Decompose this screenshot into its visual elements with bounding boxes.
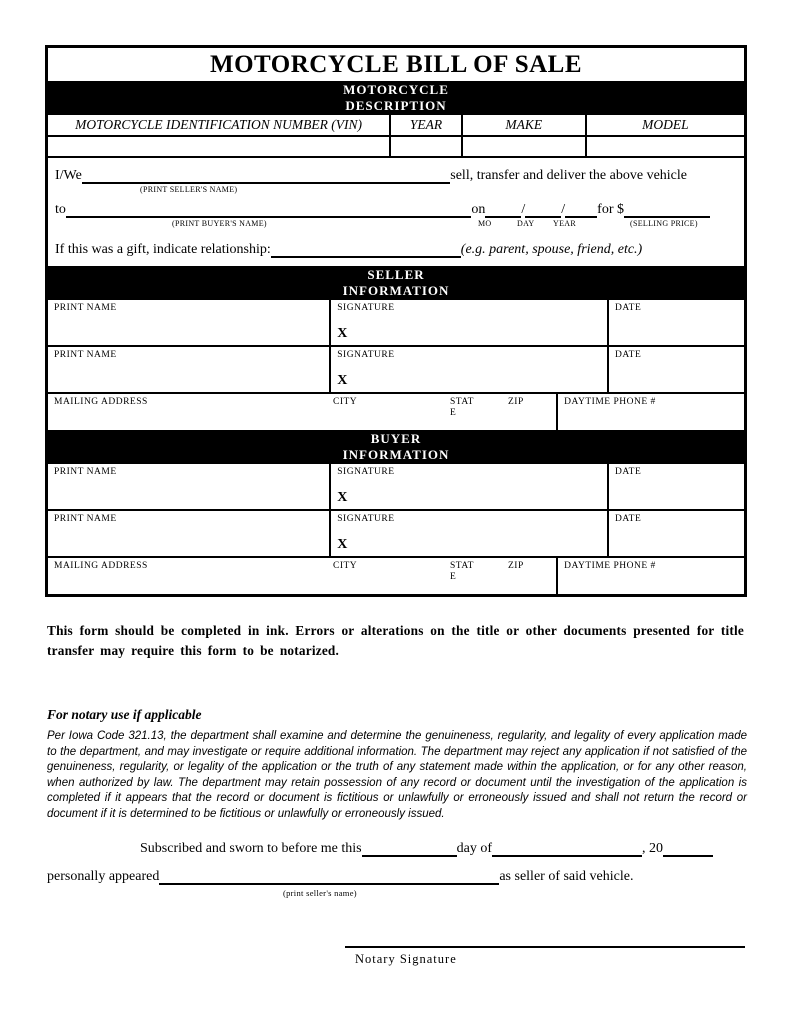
motorcycle-description-header	[48, 81, 744, 115]
sale-year-blank[interactable]	[565, 201, 597, 218]
gift-relationship-label: If this was a gift, indicate relationship:	[55, 242, 271, 257]
day-sublabel: DAY	[517, 219, 535, 228]
notary-use-heading: For notary use if applicable	[47, 707, 202, 722]
sworn-day-blank[interactable]	[362, 840, 457, 857]
motorcycle-description-header-line2: DESCRIPTION	[345, 98, 447, 113]
ink-notice-text: This form should be completed in ink. Errors or alterations on the title or other documents presented for title transfer may require this form to be notarized.	[47, 623, 744, 658]
seller-address-row	[48, 394, 744, 430]
seller-phone-cell[interactable]	[558, 394, 744, 430]
sale-statement-line2	[55, 201, 710, 218]
year-sublabel: YEAR	[553, 219, 576, 228]
date-label: DATE	[614, 350, 642, 360]
buyer-print-name-cell[interactable]	[48, 511, 331, 556]
as-seller-text: as seller of said vehicle.	[499, 869, 634, 884]
print-name-label: PRINT NAME	[54, 514, 117, 524]
form-title: MOTORCYCLE BILL OF SALE	[210, 50, 582, 78]
signature-label: SIGNATURE	[337, 303, 395, 313]
state-label: STATE	[450, 397, 474, 418]
seller-information-header	[48, 266, 744, 300]
seller-row-1	[48, 300, 744, 347]
print-seller-name-sublabel: (PRINT SELLER'S NAME)	[140, 185, 238, 194]
notary-signature-line[interactable]	[345, 946, 745, 967]
sell-transfer-text: sell, transfer and deliver the above vehicle	[450, 168, 687, 183]
personally-appeared-label: personally appeared	[47, 869, 160, 884]
signature-x-mark: X	[337, 326, 348, 341]
make-input-cell[interactable]	[463, 137, 587, 156]
print-buyer-name-sublabel: (PRINT BUYER'S NAME)	[172, 219, 267, 228]
year-input-cell[interactable]	[391, 137, 463, 156]
iowa-code-paragraph: Per Iowa Code 321.13, the department shall examine and determine the genuineness, regularity, and legality of every application made to the department, and may investigate or require additional information. The department may reject any application if not satisfied of the genuineness, regularity, or legality of the application or the truth of any statement made within the application, or for any other reason, when authorized by law. The department may retain possession of any record or document until the investigation of the application is completed if it appears that the record or document is fictitious or unlawfully or erroneously issued and shall not return the record or document if it is determined to be fictitious or unlawfully or erroneously issued.	[47, 730, 747, 820]
selling-price-blank[interactable]	[624, 201, 710, 218]
signature-x-mark: X	[337, 537, 348, 552]
signature-label: SIGNATURE	[337, 514, 395, 524]
buyer-information-header	[48, 430, 744, 464]
make-column-header: MAKE	[463, 115, 587, 135]
buyer-date-cell[interactable]	[609, 511, 744, 556]
daytime-phone-label: DAYTIME PHONE #	[564, 397, 656, 407]
sale-statement-section	[48, 158, 744, 266]
year-column-header: YEAR	[391, 115, 463, 135]
sworn-month-blank[interactable]	[492, 840, 642, 857]
buyer-signature-cell[interactable]	[331, 464, 609, 509]
buyer-row-1	[48, 464, 744, 511]
zip-label: ZIP	[508, 561, 524, 571]
seller-print-name-cell[interactable]	[48, 300, 331, 345]
buyer-signature-cell[interactable]	[331, 511, 609, 556]
daytime-phone-label: DAYTIME PHONE #	[564, 561, 656, 571]
date-label: DATE	[614, 514, 642, 524]
notary-signature-label: Notary Signature	[355, 952, 457, 966]
print-seller-name-footnote: (print seller's name)	[283, 888, 357, 898]
on-label: on	[471, 202, 486, 217]
date-label: DATE	[614, 303, 642, 313]
sworn-prefix-text: Subscribed and sworn to before me this	[140, 841, 362, 856]
seller-name-blank[interactable]	[82, 167, 450, 184]
buyer-address-cell[interactable]	[48, 558, 558, 594]
year-prefix-label: , 20	[642, 841, 664, 856]
buyer-row-2	[48, 511, 744, 558]
buyer-information-header-line2: INFORMATION	[342, 447, 450, 462]
buyer-address-row	[48, 558, 744, 594]
state-label: STATE	[450, 561, 474, 582]
city-label: CITY	[333, 561, 358, 571]
seller-information-header-line1: SELLER	[367, 267, 425, 282]
model-input-cell[interactable]	[587, 137, 744, 156]
signature-label: SIGNATURE	[337, 350, 395, 360]
month-sublabel: MO	[478, 219, 492, 228]
personally-appeared-line	[47, 868, 633, 885]
gift-examples-text: (e.g. parent, spouse, friend, etc.)	[460, 242, 643, 257]
for-dollar-label: for $	[597, 202, 624, 217]
date-slash-2: /	[561, 202, 566, 217]
seller-information-header-line2: INFORMATION	[342, 283, 450, 298]
seller-address-cell[interactable]	[48, 394, 558, 430]
sale-day-blank[interactable]	[525, 201, 561, 218]
seller-signature-cell[interactable]	[331, 300, 609, 345]
description-input-row	[48, 137, 744, 158]
print-name-label: PRINT NAME	[54, 303, 117, 313]
signature-label: SIGNATURE	[337, 467, 395, 477]
sale-month-blank[interactable]	[485, 201, 521, 218]
date-label: DATE	[614, 467, 642, 477]
signature-x-mark: X	[337, 490, 348, 505]
iwe-label: I/We	[55, 168, 82, 183]
motorcycle-description-header-line1: MOTORCYCLE	[343, 82, 449, 97]
zip-label: ZIP	[508, 397, 524, 407]
seller-date-cell[interactable]	[609, 300, 744, 345]
relationship-blank[interactable]	[271, 241, 461, 258]
sworn-statement-line	[140, 840, 713, 857]
vin-input-cell[interactable]	[48, 137, 391, 156]
city-label: CITY	[333, 397, 358, 407]
sale-statement-line1	[55, 167, 687, 184]
bill-of-sale-form	[45, 45, 747, 597]
buyer-print-name-cell[interactable]	[48, 464, 331, 509]
signature-x-mark: X	[337, 373, 348, 388]
seller-row-2	[48, 347, 744, 394]
print-name-label: PRINT NAME	[54, 467, 117, 477]
selling-price-sublabel: (SELLING PRICE)	[630, 219, 698, 228]
day-of-label: day of	[456, 841, 493, 856]
buyer-date-cell[interactable]	[609, 464, 744, 509]
to-label: to	[55, 202, 66, 217]
buyer-phone-cell[interactable]	[558, 558, 744, 594]
gift-relationship-line	[55, 241, 642, 258]
mailing-address-label: MAILING ADDRESS	[54, 397, 148, 407]
buyer-information-header-line1: BUYER	[370, 431, 422, 446]
mailing-address-label: MAILING ADDRESS	[54, 561, 148, 571]
description-column-headers	[48, 115, 744, 137]
appeared-seller-name-blank[interactable]	[159, 868, 499, 885]
buyer-name-blank[interactable]	[66, 201, 472, 218]
seller-print-name-cell[interactable]	[48, 347, 331, 392]
date-slash-1: /	[521, 202, 526, 217]
seller-signature-cell[interactable]	[331, 347, 609, 392]
print-name-label: PRINT NAME	[54, 350, 117, 360]
model-column-header: MODEL	[642, 117, 689, 132]
vin-column-header: MOTORCYCLE IDENTIFICATION NUMBER (VIN)	[48, 115, 391, 135]
seller-date-cell[interactable]	[609, 347, 744, 392]
sworn-year-blank[interactable]	[663, 840, 713, 857]
